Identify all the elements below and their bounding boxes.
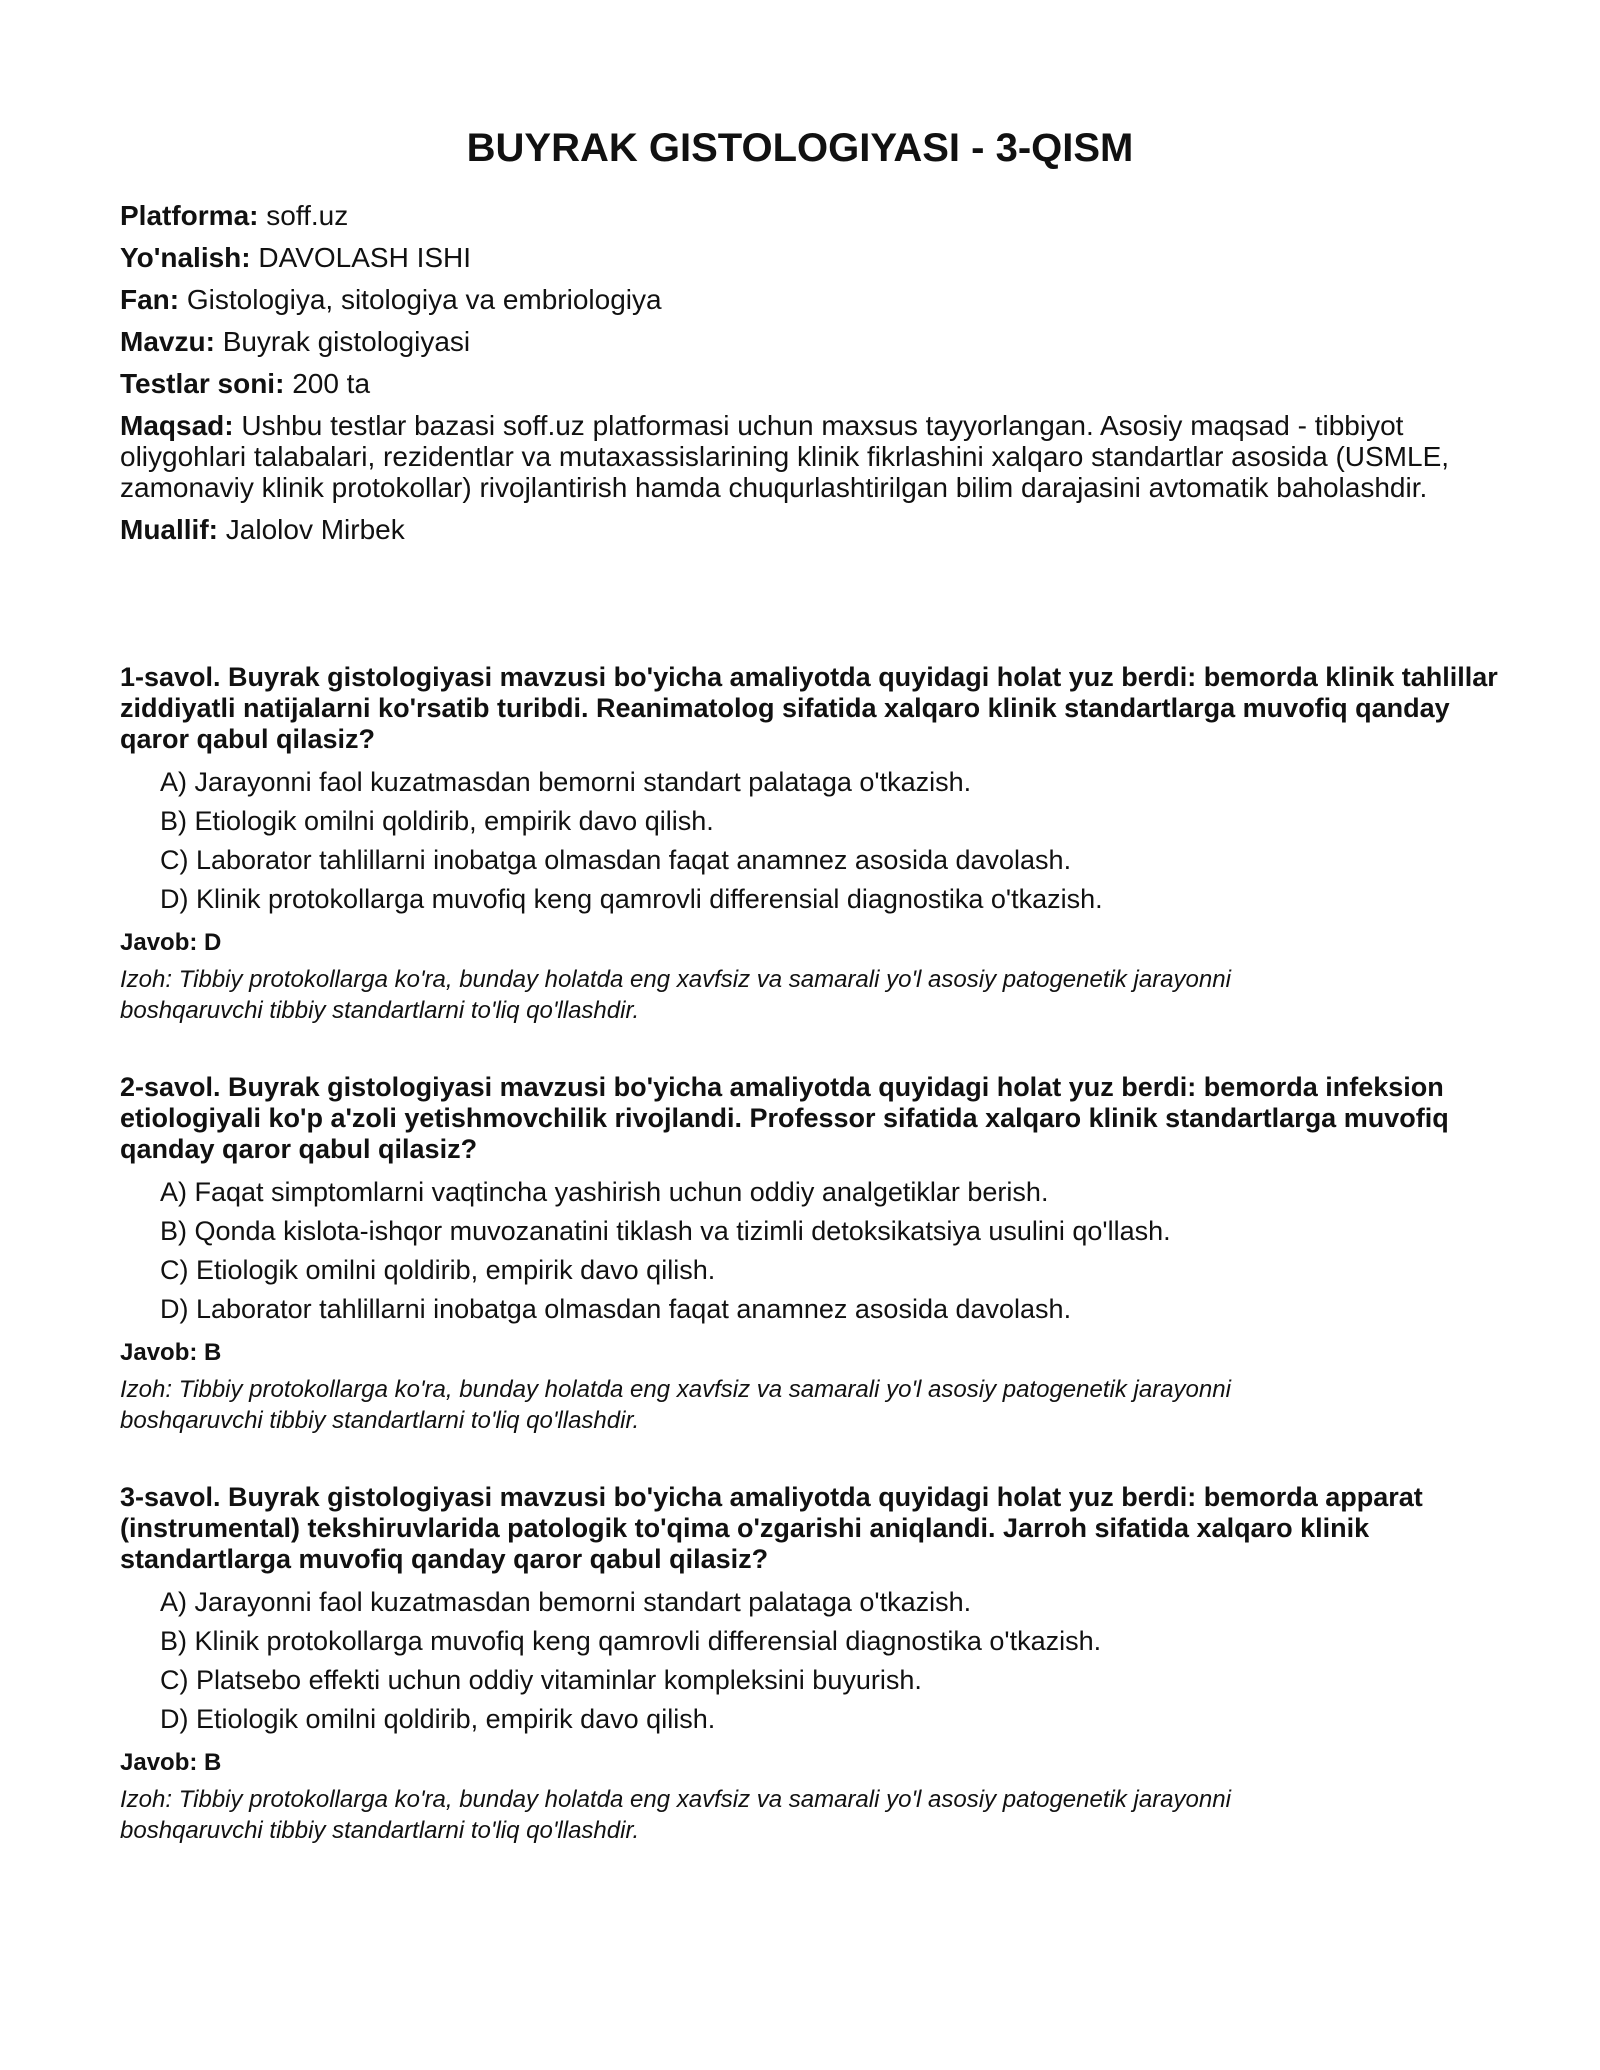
option-d: D) Etiologik omilni qoldirib, empirik davo qilish. — [160, 1704, 716, 1734]
question-block — [120, 662, 1500, 1026]
meta-value: soff.uz — [266, 200, 349, 231]
option-c: C) Platsebo effekti uchun oddiy vitaminlar kompleksini buyurish. — [160, 1665, 922, 1695]
meta-label: Muallif: — [120, 514, 218, 545]
question-text: 1-savol. Buyrak gistologiyasi mavzusi bo'yicha amaliyotda quyidagi holat yuz berdi: bemorda klinik tahlillar ziddiyatli natijalarni ko'rsatib turibdi. Reanimatolog sifatida xalqaro klinik standartlarga muvofiq qanday qaror qabul qilasiz? — [120, 662, 1498, 754]
explanation-text: Izoh: Tibbiy protokollarga ko'ra, bunday holatda eng xavfsiz va samarali yo'l asosiy patogenetik jarayonni boshqaruvchi tibbiy standartlarni to'liq qo'llashdir. — [120, 1376, 1231, 1434]
answer-label: Javob: B — [120, 1339, 222, 1366]
document-meta — [120, 200, 1500, 556]
option-c: C) Laborator tahlillarni inobatga olmasdan faqat anamnez asosida davolash. — [160, 845, 1072, 875]
meta-value: Ushbu testlar bazasi soff.uz platformasi uchun maxsus tayyorlangan. Asosiy maqsad - tibbiyot oliygohlari talabalari, rezidentlar va mutaxassislarining klinik fikrlashini xalqaro standartlar asosida (USMLE, zamonaviy klinik protokollar) rivojlantirish hamda chuqurlashtirilgan bilim darajasini avtomatik baholashdir. — [120, 410, 1450, 503]
meta-topic — [120, 326, 1500, 357]
meta-label: Testlar soni: — [120, 368, 285, 399]
option-c: C) Etiologik omilni qoldirib, empirik davo qilish. — [160, 1255, 716, 1285]
option-b: B) Klinik protokollarga muvofiq keng qamrovli differensial diagnostika o'tkazish. — [160, 1626, 1102, 1656]
meta-label: Maqsad: — [120, 410, 234, 441]
option-a: A) Jarayonni faol kuzatmasdan bemorni standart palataga o'tkazish. — [160, 767, 972, 797]
answer-label: Javob: B — [120, 1749, 222, 1776]
option-d: D) Laborator tahlillarni inobatga olmasdan faqat anamnez asosida davolash. — [160, 1294, 1072, 1324]
meta-label: Platforma: — [120, 200, 259, 231]
document-title: BUYRAK GISTOLOGIYASI - 3-QISM — [466, 126, 1134, 170]
meta-author — [120, 514, 1500, 545]
meta-purpose — [120, 410, 1500, 503]
meta-test-count — [120, 368, 1500, 399]
meta-direction — [120, 242, 1500, 273]
option-a: A) Faqat simptomlarni vaqtincha yashirish uchun oddiy analgetiklar berish. — [160, 1177, 1049, 1207]
question-text: 3-savol. Buyrak gistologiyasi mavzusi bo'yicha amaliyotda quyidagi holat yuz berdi: bemorda apparat (instrumental) tekshiruvlarida patologik to'qima o'zgarishi aniqlandi. Jarroh sifatida xalqaro klinik standartlarga muvofiq qanday qaror qabul qilasiz? — [120, 1482, 1423, 1574]
meta-value: Buyrak gistologiyasi — [222, 326, 471, 357]
meta-subject — [120, 284, 1500, 315]
meta-value: Gistologiya, sitologiya va embriologiya — [186, 284, 662, 315]
meta-platform — [120, 200, 1500, 231]
explanation-text: Izoh: Tibbiy protokollarga ko'ra, bunday holatda eng xavfsiz va samarali yo'l asosiy patogenetik jarayonni boshqaruvchi tibbiy standartlarni to'liq qo'llashdir. — [120, 966, 1231, 1024]
option-b: B) Qonda kislota-ishqor muvozanatini tiklash va tizimli detoksikatsiya usulini qo'llash. — [160, 1216, 1171, 1246]
meta-value: 200 ta — [292, 368, 371, 399]
meta-label: Fan: — [120, 284, 180, 315]
question-text: 2-savol. Buyrak gistologiyasi mavzusi bo'yicha amaliyotda quyidagi holat yuz berdi: bemorda infeksion etiologiyali ko'p a'zoli yetishmovchilik rivojlandi. Professor sifatida xalqaro klinik standartlarga muvofiq qanday qaror qabul qilasiz? — [120, 1072, 1449, 1164]
option-b: B) Etiologik omilni qoldirib, empirik davo qilish. — [160, 806, 714, 836]
explanation-text: Izoh: Tibbiy protokollarga ko'ra, bunday holatda eng xavfsiz va samarali yo'l asosiy patogenetik jarayonni boshqaruvchi tibbiy standartlarni to'liq qo'llashdir. — [120, 1786, 1231, 1844]
meta-value: DAVOLASH ISHI — [258, 242, 472, 273]
meta-label: Mavzu: — [120, 326, 215, 357]
answer-label: Javob: D — [120, 929, 222, 956]
option-a: A) Jarayonni faol kuzatmasdan bemorni standart palataga o'tkazish. — [160, 1587, 972, 1617]
meta-label: Yo'nalish: — [120, 242, 251, 273]
question-block — [120, 1482, 1500, 1846]
meta-value: Jalolov Mirbek — [225, 514, 405, 545]
question-block — [120, 1072, 1500, 1436]
option-d: D) Klinik protokollarga muvofiq keng qamrovli differensial diagnostika o'tkazish. — [160, 884, 1103, 914]
